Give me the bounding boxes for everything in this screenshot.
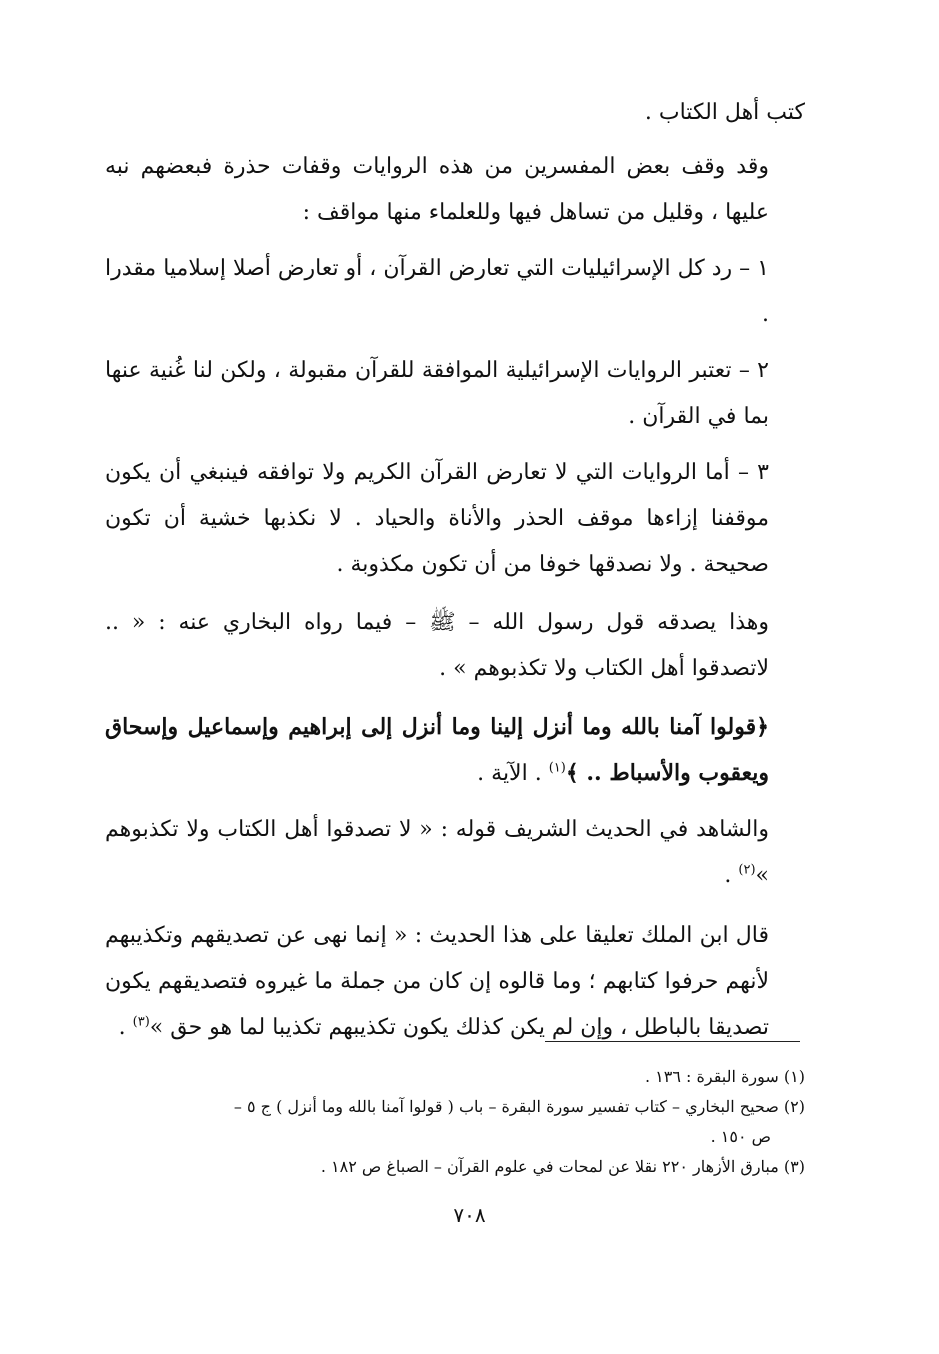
paragraph-9-tail: . [118, 1015, 133, 1040]
footnote-1: (١) سورة البقرة : ١٣٦ . [644, 1067, 805, 1086]
paragraph-3-item-1: ١ – رد كل الإسرائيليات التي تعارض القرآن ، أو تعارض أصلا إسلاميا مقدرا . [105, 256, 769, 327]
paragraph-6-hadith: وهذا يصدقه قول رسول الله – ﷺ – فيما رواه البخاري عنه : « .. لاتصدقوا أهل الكتاب ولا تكذبوهم » . [105, 610, 769, 681]
footnotes [105, 1062, 805, 1182]
footnote-ref-3: (٣) [132, 1014, 150, 1030]
paragraph-2: وقد وقف بعض المفسرين من هذه الروايات وقفات حذرة فبعضهم نبه عليها ، وقليل من تساهل فيها وللعلماء منها مواقف : [105, 154, 769, 225]
footnote-2-continuation: ص ١٥٠ . [710, 1127, 771, 1146]
quran-verse-text: ﴿قولوا آمنا بالله وما أنزل إلينا وما أنزل إلى إبراهيم وإسماعيل وإسحاق ويعقوب والأسباط .. ﴾ [105, 714, 769, 786]
paragraph-5-item-3: ٣ – أما الروايات التي لا تعارض القرآن الكريم ولا توافقه فينبغي أن يكون موقفنا إزاءها موقف الحذر والأناة والحياد . لا نكذبها خشية أن تكون صحيحة . ولا نصدقها خوفا من أن تكون مكذوبة . [105, 460, 769, 577]
footnote-3: (٣) مبارق الأزهار ٢٢٠ نقلا عن لمحات في علوم القرآن – الصباغ ص ١٨٢ . [320, 1157, 805, 1176]
paragraph-9 [105, 913, 805, 1051]
footnote-divider [545, 1041, 800, 1042]
paragraph-8 [105, 807, 805, 899]
paragraph-8-tail: . [724, 863, 739, 888]
page-body [105, 90, 805, 1051]
paragraph-1: كتب أهل الكتاب . [644, 100, 805, 125]
page-number: ٧٠٨ [453, 1203, 486, 1227]
paragraph-4-item-2: ٢ – تعتبر الروايات الإسرائيلية الموافقة للقرآن مقبولة ، ولكن لنا غُنية عنها بما في القرآن . [105, 358, 769, 429]
footnote-ref-1: (١) [548, 760, 566, 776]
verse-tail: . الآية . [477, 761, 549, 786]
paragraph-8-text: والشاهد في الحديث الشريف قوله : « لا تصدقوا أهل الكتاب ولا تكذبوهم » [105, 817, 769, 888]
footnote-ref-2: (٢) [738, 862, 756, 878]
paragraph-9-text: قال ابن الملك تعليقا على هذا الحديث : « إنما نهى عن تصديقهم وتكذيبهم لأنهم حرفوا كتابهم ؛ وما قالوه إن كان من جملة ما غيروه فتصديقهم يكون تصديقا بالباطل ، وإن لم يكن كذلك يكون تكذيبهم تكذيبا لما هو حق » [105, 923, 769, 1040]
footnote-2: (٢) صحيح البخاري – كتاب تفسير سورة البقرة – باب ( قولوا آمنا بالله وما أنزل ) ج ٥ – [233, 1097, 805, 1116]
paragraph-7-quran-verse [105, 704, 805, 797]
